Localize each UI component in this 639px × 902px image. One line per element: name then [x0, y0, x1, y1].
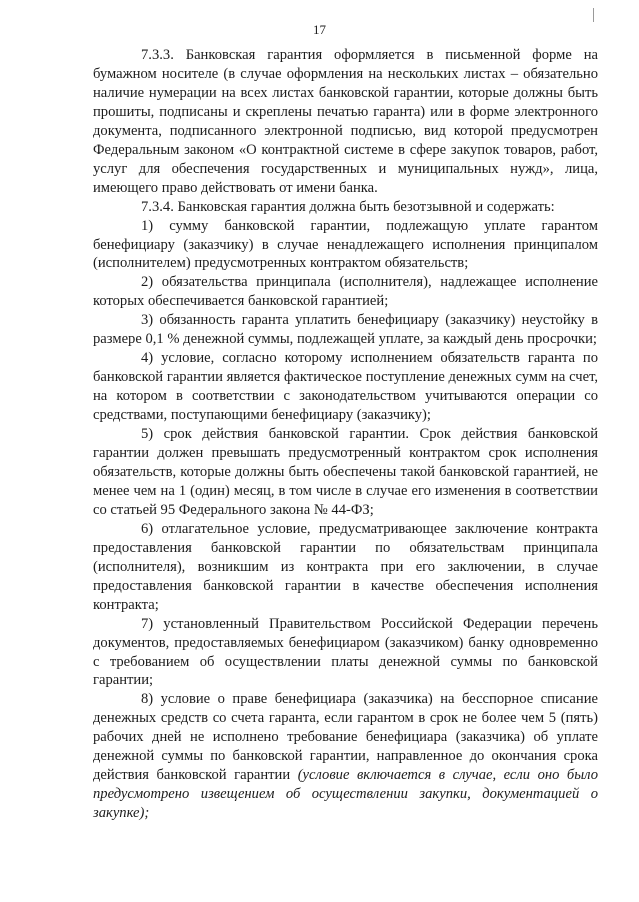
list-item-6: 6) отлагательное условие, предусматривающее заключение контракта предоставления банковской гарантии по обязательствам принципала (исполнителя), возникшим из контракта при его заключении, в случае предоставления банковской гарантии в качестве обеспечения исполнения контракта;: [93, 520, 598, 613]
page-number: 17: [313, 22, 326, 37]
document-body: [93, 46, 598, 823]
list-item-5: 5) срок действия банковской гарантии. Срок действия банковской гарантии должен превышать предусмотренный контрактом срок исполнения обязательств, которые должны быть обеспечены такой банковской гарантией, не менее чем на 1 (один) месяц, в том числе в случае его изменения в соответствии со статьей 95 Федерального закона № 44-ФЗ;: [93, 426, 598, 518]
paragraph-7-3-3: 7.3.3. Банковская гарантия оформляется в письменной форме на бумажном носителе (в случае оформления на нескольких листах – обязательно наличие нумерации на всех листах банковской гарантии, которые должны быть прошиты, подписаны и скреплены печатью гаранта) или в форме электронного документа, подписанного электронной подписью, вид которой предусмотрен Федеральным законом «О контрактной системе в сфере закупок товаров, работ, услуг для обеспечения государственных и муниципальных нужд», лица, имеющего право действовать от имени банка.: [93, 47, 598, 196]
list-item-7: 7) установленный Правительством Российской Федерации перечень документов, предоставляемых бенефициаром (заказчиком) банку одновременно с требованием об осуществлении платы денежной суммы по банковской гарантии;: [93, 615, 598, 689]
list-item-4: 4) условие, согласно которому исполнением обязательств гаранта по банковской гарантии является фактическое поступление денежных сумм на счет, на котором в соответствии с законодательством учитываются операции со средствами, поступающими бенефициару (заказчику);: [93, 350, 598, 424]
list-item-1: 1) сумму банковской гарантии, подлежащую уплате гарантом бенефициару (заказчику) в случае ненадлежащего исполнения принципалом (исполнителем) предусмотренных контрактом обязательств;: [93, 217, 598, 272]
scan-edge-mark: [593, 8, 594, 22]
list-item-8-italic-note: (условие включается в случае, если оно было предусмотрено извещением об осуществлении закупки, документацией о закупке);: [93, 767, 598, 822]
list-item-8-text: 8) условие о праве бенефициара (заказчика) на бесспорное списание денежных средств со счета гаранта, если гарантом в срок не более чем 5 (пять) рабочих дней не исполнено требование бенефициара (заказчика) об уплате денежной суммы по банковской гарантии, направленное до окончания срока действия банковской гарантии: [93, 691, 598, 784]
list-item-2: 2) обязательства принципала (исполнителя), надлежащее исполнение которых обеспечивается банковской гарантией;: [93, 274, 598, 310]
paragraph-7-3-4: 7.3.4. Банковская гарантия должна быть безотзывной и содержать:: [141, 198, 555, 215]
list-item-3: 3) обязанность гаранта уплатить бенефициару (заказчику) неустойку в размере 0,1 % денежной суммы, подлежащей уплате, за каждый день просрочки;: [93, 312, 598, 348]
list-item-8: [93, 690, 598, 823]
